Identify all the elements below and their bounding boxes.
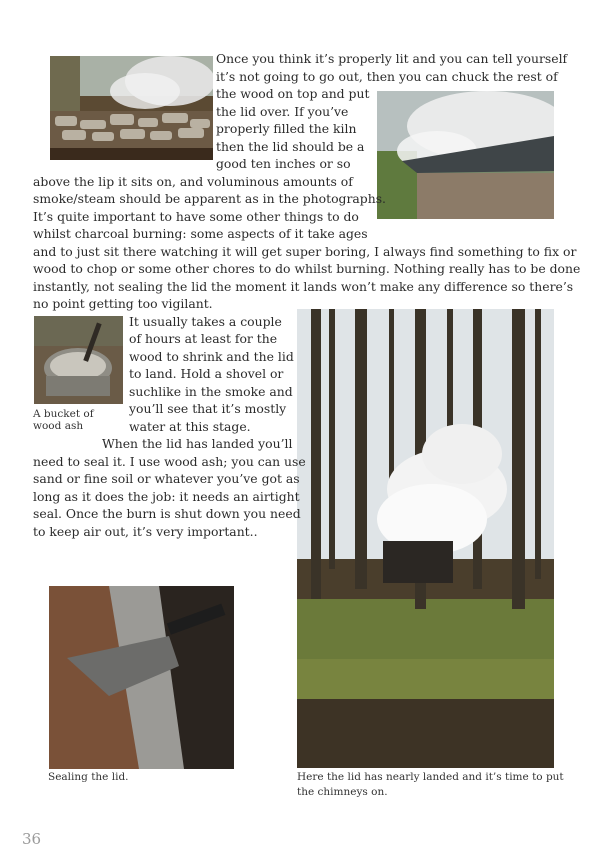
text-line: above the lip it sits on, and voluminous amounts of (33, 174, 353, 189)
text-line: It usually takes a couple (129, 314, 282, 329)
text-line: good ten inches or so (216, 156, 351, 171)
photo-kiln-wood-burning (50, 56, 213, 160)
text-line: then the lid should be a (216, 139, 365, 154)
text-line: the lid over. If you’ve (216, 104, 349, 119)
text-line: It’s quite important to have some other things to do (33, 209, 359, 224)
photo-lid-steaming (377, 91, 554, 219)
text-line: suchlike in the smoke and (129, 384, 293, 399)
text-line: long as it does the job: it needs an airtight (33, 489, 300, 504)
text-line: Once you think it’s properly lit and you can tell yourself (216, 51, 568, 66)
photo-forest-smoke (297, 309, 554, 768)
caption-line: A bucket of (33, 408, 94, 420)
text-line: properly filled the kiln (216, 121, 357, 136)
photo-bucket-wood-ash (34, 316, 123, 404)
text-line: seal. Once the burn is shut down you need (33, 506, 301, 521)
caption-line: the chimneys on. (297, 786, 388, 798)
text-line: no point getting too vigilant. (33, 296, 213, 311)
text-line: smoke/steam should be apparent as in the photographs. (33, 191, 386, 206)
text-line: sand or fine soil or whatever you’ve got as (33, 471, 300, 486)
text-line: of hours at least for the (129, 331, 278, 346)
photo-sealing-lid (49, 586, 234, 769)
text-line: whilst charcoal burning: some aspects of it take ages (33, 226, 368, 241)
text-line: to land. Hold a shovel or (129, 366, 284, 381)
text-line: need to seal it. I use wood ash; you can use (33, 454, 306, 469)
text-line: wood to chop or some other chores to do whilst burning. Nothing really has to be done (33, 261, 581, 276)
text-line: you’ll see that it’s mostly (129, 401, 287, 416)
text-line: wood to shrink and the lid (129, 349, 294, 364)
text-line: water at this stage. (129, 419, 251, 434)
caption-sealing: Sealing the lid. (48, 771, 129, 783)
caption-bucket (33, 408, 94, 432)
text-line: and to just sit there watching it will get super boring, I always find something to fix or (33, 244, 577, 259)
text-line: instantly, not sealing the lid the moment it lands won’t make any difference so there’s (33, 279, 574, 294)
text-line: the wood on top and put (216, 86, 370, 101)
page-number: 36 (22, 830, 42, 848)
text-line: it’s not going to go out, then you can chuck the rest of (216, 69, 558, 84)
text-line: to keep air out, it’s very important.. (33, 524, 258, 539)
caption-lid-landed (297, 770, 564, 800)
caption-line: wood ash (33, 420, 84, 432)
text-line: When the lid has landed you’ll (102, 436, 293, 451)
caption-line: Here the lid has nearly landed and it’s time to put (297, 771, 564, 783)
